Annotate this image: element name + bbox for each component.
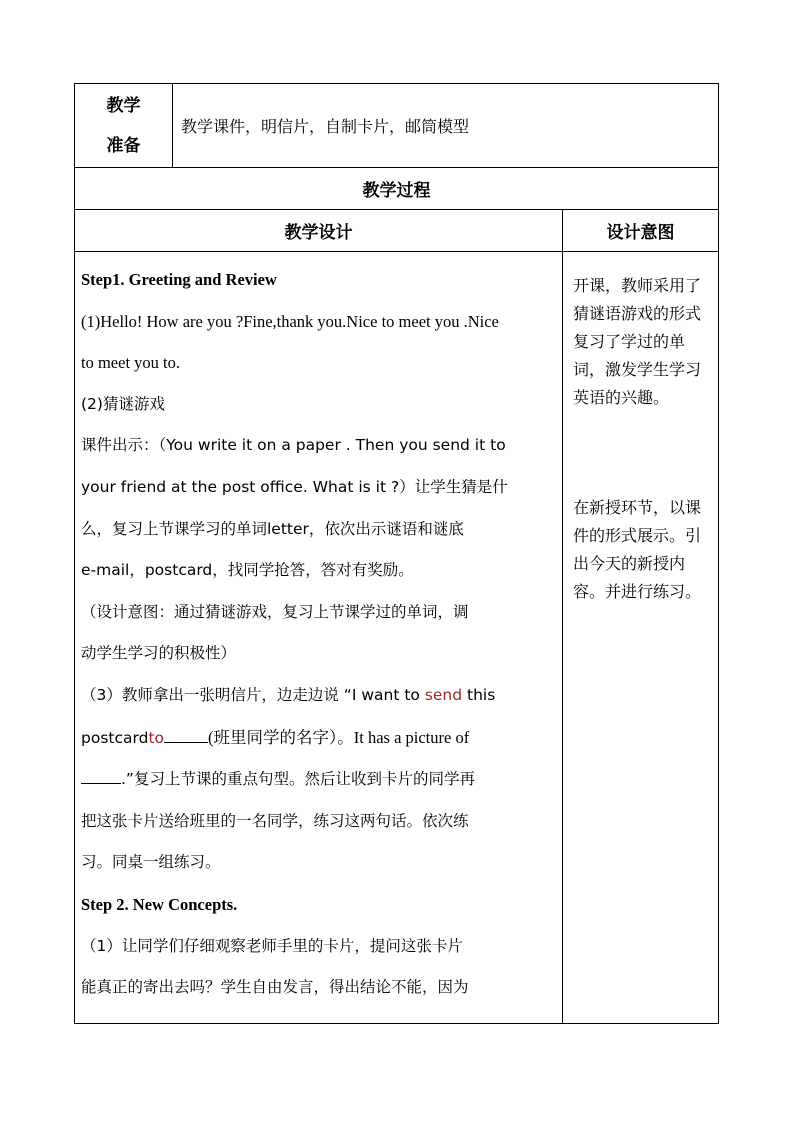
content-row bbox=[75, 252, 719, 1024]
design-cell bbox=[75, 252, 563, 1024]
design-line: (2)猜谜游戏 bbox=[81, 394, 165, 413]
intent-paragraph-2: 在新授环节，以课件的形式展示。引出今天的新授内容。并进行练习。 bbox=[573, 498, 702, 601]
design-line: (1)Hello! How are you ?Fine,thank you.Nice to meet you .Nice bbox=[81, 311, 499, 331]
design-line: 么，复习上节课学习的单词letter，依次出示谜语和谜底 bbox=[81, 519, 464, 538]
process-title-row bbox=[75, 168, 719, 210]
prep-content: 教学课件，明信片，自制卡片，邮筒模型 bbox=[173, 84, 719, 168]
highlight-send: send bbox=[424, 685, 463, 704]
design-text: .”复习上节课的重点句型。然后让收到卡片的同学再 bbox=[121, 770, 475, 789]
design-line: （设计意图：通过猜谜游戏，复习上节课学过的单词，调 bbox=[81, 602, 469, 621]
design-header: 教学设计 bbox=[75, 210, 563, 252]
intent-cell bbox=[563, 252, 719, 1024]
design-line: 动学生学习的积极性） bbox=[81, 644, 237, 663]
highlight-to: to bbox=[148, 728, 164, 747]
lesson-plan-table bbox=[74, 83, 719, 1024]
header-row bbox=[75, 210, 719, 252]
design-line: your friend at the post office. What is it ?）让学生猜是什 bbox=[81, 477, 508, 496]
design-line: 课件出示：（You write it on a paper . Then you send it to bbox=[81, 436, 506, 455]
intent-paragraph-1: 开课，教师采用了猜谜语游戏的形式复习了学过的单词，激发学生学习英语的兴趣。 bbox=[573, 276, 702, 407]
prep-row bbox=[75, 84, 719, 168]
design-line bbox=[81, 717, 556, 760]
prep-label-2: 准备 bbox=[106, 135, 141, 156]
fill-blank bbox=[81, 768, 121, 784]
design-line bbox=[81, 675, 556, 717]
design-text: postcard bbox=[81, 728, 149, 747]
intent-header: 设计意图 bbox=[563, 210, 719, 252]
step1-title: Step1. Greeting and Review bbox=[81, 270, 277, 289]
design-line: 把这张卡片送给班里的一名同学，练习这两句话。依次练 bbox=[81, 811, 469, 830]
prep-label-1: 教学 bbox=[106, 95, 141, 116]
design-text: （3）教师拿出一张明信片，边走边说 “I want to bbox=[81, 685, 425, 704]
design-line bbox=[81, 759, 556, 801]
prep-label-cell bbox=[75, 84, 173, 168]
design-line: 习。同桌一组练习。 bbox=[81, 853, 221, 872]
design-line: 能真正的寄出去吗？学生自由发言，得出结论不能，因为 bbox=[81, 978, 469, 997]
design-line: to meet you to. bbox=[81, 353, 180, 373]
design-text: (班里同学的名字）。It has a picture of bbox=[208, 727, 470, 747]
step2-title: Step 2. New Concepts. bbox=[81, 894, 238, 914]
design-text: this bbox=[462, 685, 496, 704]
process-title: 教学过程 bbox=[75, 168, 719, 210]
design-line: e-mail，postcard，找同学抢答，答对有奖励。 bbox=[81, 561, 414, 580]
fill-blank bbox=[164, 727, 208, 743]
design-line: （1）让同学们仔细观察老师手里的卡片，提问这张卡片 bbox=[81, 936, 463, 955]
